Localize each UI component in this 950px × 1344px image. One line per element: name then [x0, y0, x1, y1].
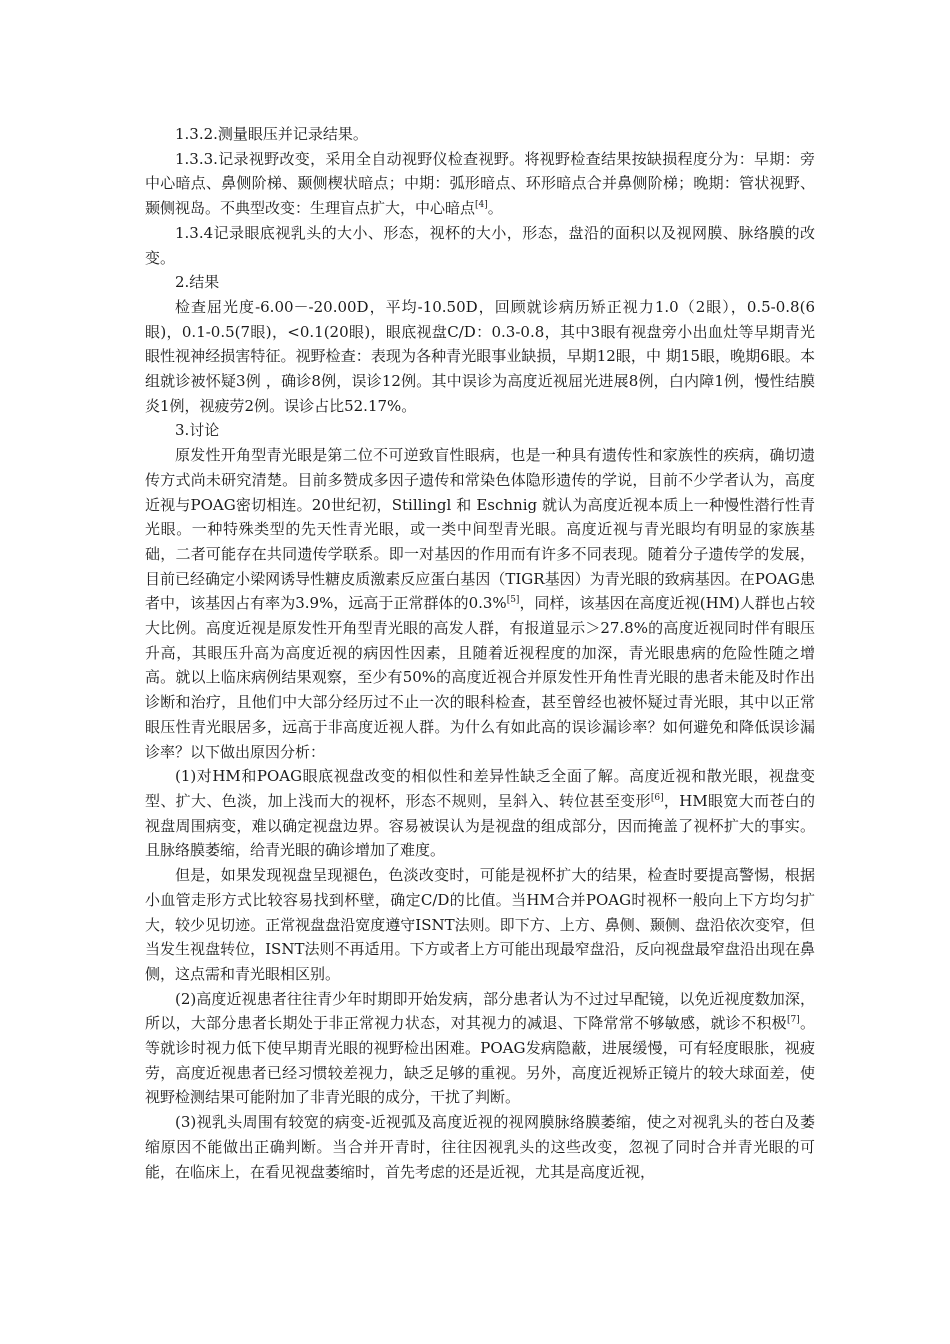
paragraph-1-3-4: 1.3.4记录眼底视乳头的大小、形态，视杯的大小，形态，盘沿的面积以及视网膜、脉络膜的改变。: [145, 223, 815, 267]
citation-ref: [5]: [506, 595, 520, 606]
paragraph-results: 检查屈光度-6.00－-20.00D，平均-10.50D，回顾就诊病历矫正视力1.0（2眼），0.5-0.8(6眼)，0.1-0.5(7眼)，<0.1(20眼)，眼底视盘C/D：0.3-0.8，其中3眼有视盘旁小出血灶等早期青光眼性视神经损害特征。视野检查：表现为各种青光眼事业缺损，早期12眼，中 期15眼，晚期6眼。本组就诊被怀疑3例 ，确诊8例，误诊12例。其中误诊为高度近视屈光进展8例，白内障1例，慢性结膜炎1例，视疲劳2例。误诊占比52.17%。: [145, 297, 815, 415]
paragraph-1-3-3: 1.3.3.记录视野改变，采用全自动视野仪检查视野。将视野检查结果按缺损程度分为：早期：旁中心暗点、鼻侧阶梯、颞侧楔状暗点；中期：弧形暗点、环形暗点合并鼻侧阶梯；晚期：管状视野、颞侧视岛。不典型改变：生理盲点扩大，中心暗点[4]。: [145, 149, 815, 218]
paragraph-analysis-2: (2)高度近视患者往往青少年时期即开始发病，部分患者认为不过过早配镜，以免近视度数加深，所以，大部分患者长期处于非正常视力状态，对其视力的减退、下降常常不够敏感，就诊不积极[7]。等就诊时视力低下使早期青光眼的视野检出困难。POAG发病隐蔽，进展缓慢，可有轻度眼胀，视疲劳，高度近视患者已经习惯较差视力，缺乏足够的重视。另外，高度近视矫正镜片的较大球面差，使视野检测结果可能附加了非青光眼的成分，干扰了判断。: [145, 989, 815, 1107]
paragraph-analysis-1-cont: 但是，如果发现视盘呈现褪色，色淡改变时，可能是视杯扩大的结果，检查时要提高警惕，根据小血管走形方式比较容易找到杯壁，确定C/D的比值。当HM合并POAG时视杯一般向上下方均匀扩大，较少见切迹。正常视盘盘沿宽度遵守ISNT法则。即下方、上方、鼻侧、颞侧、盘沿依次变窄，但当发生视盘转位，ISNT法则不再适用。下方或者上方可能出现最窄盘沿，反向视盘最窄盘沿出现在鼻侧，这点需和青光眼相区别。: [145, 866, 815, 983]
section-heading-results: 2.结果: [175, 273, 220, 292]
citation-ref: [4]: [475, 200, 488, 211]
section-heading-discussion: 3.讨论: [175, 421, 220, 440]
paragraph-discussion-intro: 原发性开角型青光眼是第二位不可逆致盲性眼病，也是一种具有遗传性和家族性的疾病，确切遗传方式尚未研究清楚。目前多赞成多因子遗传和常染色体隐形遗传的学说，目前不少学者认为，高度近视与POAG密切相连。20世纪初，Stillingl 和 Eschnig 就认为高度近视本质上一种慢性潜行性青光眼。一种特殊类型的先天性青光眼，或一类中间型青光眼。高度近视与青光眼均有明显的家族基础，二者可能存在共同遗传学联系。即一对基因的作用而有许多不同表现。随着分子遗传学的发展，目前已经确定小梁网诱导性糖皮质激素反应蛋白基因（TIGR基因）为青光眼的致病基因。在POAG患者中，该基因占有率为3.9%，远高于正常群体的0.3%[5]，同样，该基因在高度近视(HM)人群也占较大比例。高度近视是原发性开角型青光眼的高发人群，有报道显示＞27.8%的高度近视同时伴有眼压升高，其眼压升高为高度近视的病因性因素，且随着近视程度的加深，青光眼患病的危险性随之增高。就以上临床病例结果观察，至少有50%的高度近视合并原发性开角性青光眼的患者未能及时作出诊断和治疗，且他们中大部分经历过不止一次的眼科检查，甚至曾经也被怀疑过青光眼，其中以正常眼压性青光眼居多，远高于非高度近视人群。为什么有如此高的误诊漏诊率？如何避免和降低误诊漏诊率？以下做出原因分析：: [145, 446, 815, 761]
citation-ref: [7]: [786, 1015, 800, 1026]
paragraph-analysis-1: (1)对HM和POAG眼底视盘改变的相似性和差异性缺乏全面了解。高度近视和散光眼，视盘变型、扩大、色淡，加上浅而大的视杯，形态不规则，呈斜入、转位甚至变形[6]，HM眼宽大而苍白的视盘周围病变，难以确定视盘边界。容易被误认为是视盘的组成部分，因而掩盖了视杯扩大的事实。且脉络膜萎缩，给青光眼的确诊增加了难度。: [145, 767, 815, 860]
citation-ref: [6]: [650, 792, 664, 803]
paragraph-1-3-2: 1.3.2.测量眼压并记录结果。: [175, 125, 368, 143]
paragraph-analysis-3: (3)视乳头周围有较宽的病变-近视弧及高度近视的视网膜脉络膜萎缩，使之对视乳头的苍白及萎缩原因不能做出正确判断。当合并开青时，往往因视乳头的这些改变，忽视了同时合并青光眼的可能，在临床上，在看见视盘萎缩时，首先考虑的还是近视，尤其是高度近视，: [145, 1113, 815, 1181]
document-body: [145, 122, 815, 1184]
